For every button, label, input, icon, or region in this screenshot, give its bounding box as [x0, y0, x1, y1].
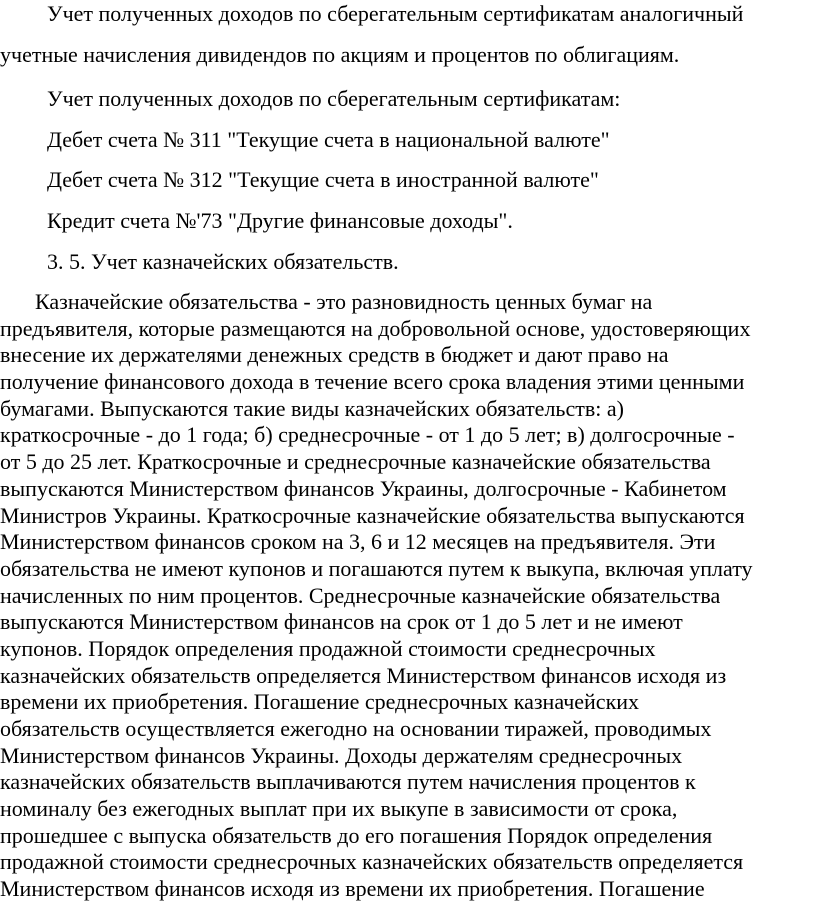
- entry-debit-312: Дебет счета № 312 "Текущие счета в иностранной валюте": [47, 167, 599, 192]
- paragraph-line: казначейских обязательств определяется Министерством финансов исходя из: [0, 662, 727, 688]
- entry-credit-73: Кредит счета №'73 "Другие финансовые доходы".: [47, 208, 513, 233]
- treasury-obligations-paragraph: [0, 289, 816, 903]
- paragraph-line: бумагами. Выпускаются такие виды казначейских обязательств: а): [0, 395, 624, 421]
- paragraph-line: обязательств осуществляется ежегодно на основании тиражей, проводимых: [0, 716, 712, 741]
- opening-line-1: Учет полученных доходов по сберегательным сертификатам аналогичный: [47, 1, 744, 26]
- opening-line-2: учетные начисления дивидендов по акциям и процентов по облигациям.: [0, 42, 680, 67]
- paragraph-line: продажной стоимости среднесрочных казначейских обязательств определяется: [0, 849, 744, 875]
- paragraph-line: прошедшее с выпуска обязательств до его погашения Порядок определения: [0, 822, 713, 848]
- paragraph-line: краткосрочные - до 1 года; б) среднесрочные - от 1 до 5 лет; в) долгосрочные -: [0, 422, 735, 448]
- paragraph-line: предъявителя, которые размещаются на добровольной основе, удостоверяющих: [0, 315, 751, 341]
- entries-intro: Учет полученных доходов по сберегательным сертификатам:: [47, 86, 621, 111]
- paragraph-line: Министерством финансов сроком на 3, 6 и 12 месяцев на предъявителя. Эти: [0, 529, 716, 555]
- paragraph-line: обязательства не имеют купонов и погашаются путем к выкупа, включая уплату: [0, 555, 753, 581]
- paragraph-line: номиналу без ежегодных выплат при их выкупе в зависимости от срока,: [0, 796, 678, 822]
- paragraph-line: выпускаются Министерством финансов Украины, долгосрочные - Кабинетом: [0, 475, 727, 501]
- paragraph-line: Казначейские обязательства - это разновидность ценных бумаг на: [35, 289, 653, 314]
- paragraph-line: казначейских обязательств выплачиваются путем начисления процентов к: [0, 769, 696, 795]
- paragraph-line: купонов. Порядок определения продажной стоимости среднесрочных: [0, 635, 656, 661]
- paragraph-line: Министерством финансов Украины. Доходы держателям среднесрочных: [0, 742, 683, 768]
- paragraph-line: времени их приобретения. Погашение среднесрочных казначейских: [0, 689, 640, 715]
- paragraph-line: получение финансового дохода в течение всего срока владения этими ценными: [0, 369, 745, 395]
- paragraph-line: начисленных по ним процентов. Среднесрочные казначейские обязательства: [0, 582, 721, 608]
- paragraph-line: выпускаются Министерством финансов на срок от 1 до 5 лет и не имеют: [0, 609, 683, 635]
- paragraph-line: Министров Украины. Краткосрочные казначейские обязательства выпускаются: [0, 502, 745, 528]
- paragraph-line: от 5 до 25 лет. Краткосрочные и среднесрочные казначейские обязательства: [0, 449, 711, 475]
- section-heading: 3. 5. Учет казначейских обязательств.: [47, 249, 399, 274]
- paragraph-line: Министерством финансов исходя из времени их приобретения. Погашение: [0, 876, 705, 902]
- paragraph-line: внесение их держателями денежных средств в бюджет и дают право на: [0, 342, 669, 368]
- entry-debit-311: Дебет счета № 311 "Текущие счета в национальной валюте": [47, 127, 610, 152]
